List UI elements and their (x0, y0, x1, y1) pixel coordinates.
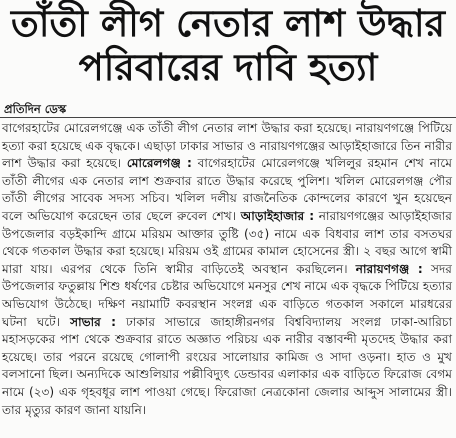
body-sentence-4: সদর উপজেলার ফতুল্লায় শিশু ধর্ষণের চেষ্টার অভিযোগে মনসুর শেখ নামে এক বৃদ্ধকে পিটিয়ে হত্যার অভিযোগ উঠেছে। দক্ষিণ নয়ামাটি কবরস্থান সংলগ্ন এক বাড়িতে গতকাল সকালে মারধরের ঘটনা ঘটে। (2, 261, 452, 329)
byline: প্রতিদিন ডেস্ক (4, 102, 67, 116)
body-sentence-2: বাগেরহাটের মোরেলগঞ্জে খলিলুর রহমান শেখ নামে তাঁতী লীগের এক নেতার লাশ শুক্রবার রাতে উদ্ধার করেছে পুলিশ। খলিল মোরেলগঞ্জ পৌর তাঁতী লীগের সাবেক সদস্য সচিব। খলিল দলীয় রাজনৈতিক কোন্দলের কারণে খুন হয়েছেন বলে অভিযোগ করেছেন তার ছেলে রুবেল শেখ। (2, 156, 452, 223)
headline (0, 2, 456, 90)
headline-line-1: তাঁতী লীগ নেতার লাশ উদ্ধার (11, 2, 445, 45)
dateline-savar: সাভার : (70, 314, 116, 329)
article-body (2, 120, 452, 419)
dateline-morelganj: মোরেলগঞ্জ : (126, 156, 192, 171)
body-sentence-1: বাগেরহাটের মোরেলগঞ্জে এক তাঁতী লীগ নেতার লাশ উদ্ধার করা হয়েছে। নারায়ণগঞ্জে পিটিয়ে হত্যা করা হয়েছে এক বৃদ্ধকে। এছাড়া ঢাকার সাভার ও নারায়ণগঞ্জের আড়াইহাজারে তিন নারীর লাশ উদ্ধার করা হয়েছে। (2, 121, 452, 171)
dateline-narayanganj: নারায়ণগঞ্জ : (355, 261, 423, 276)
body-sentence-5: ঢাকার সাভারে জাহাঙ্গীরনগর বিশ্ববিদ্যালয় সংলগ্ন ঢাকা-আরিচা মহাসড়কের পাশ থেকে শুক্রবার রাতে অজ্ঞাত পরিচয় এক নারীর বস্তাবন্দী মৃতদেহ উদ্ধার করা হয়েছে। তার পরনে রয়েছে গোলাপী রংয়ের সালোয়ার কামিজ ও সাদা ওড়না। হাত ও মুখ বলসানো ছিল। অন্যদিকে আশুলিয়ার পল্লীবিদ্যুৎ ডেন্ডাবর এলাকার এক বাড়িতে ফিরোজ বেগম নামে (২৩) এক গৃহবধূর লাশ পাওয়া গেছে। ফিরোজা নেত্রকোনা জেলার আব্দুস সালামের স্ত্রী। তার মৃত্যুর কারণ জানা যায়নি। (2, 314, 452, 417)
body-sentence-3: নারায়ণগঞ্জের আড়াইহাজার উপজেলার বড়ইকান্দি গ্রামে মরিয়ম আক্তার তুষ্টি (৩৫) নামে এক বিধবার লাশ তার বসতঘর থেকে গতকাল উদ্ধার করা হয়েছে। মরিয়ম ওই গ্রামের কামাল হোসেনের স্ত্রী। ২ বছর আগে স্বামী মারা যায়। এরপর থেকে তিনি স্বামীর বাড়িতেই অবস্থান করছিলেন। (2, 208, 452, 276)
byline-divider (0, 117, 456, 118)
dateline-araihazar: আড়াইহাজার : (240, 208, 315, 223)
headline-line-2: পরিবারের দাবি হত্যা (78, 46, 378, 89)
